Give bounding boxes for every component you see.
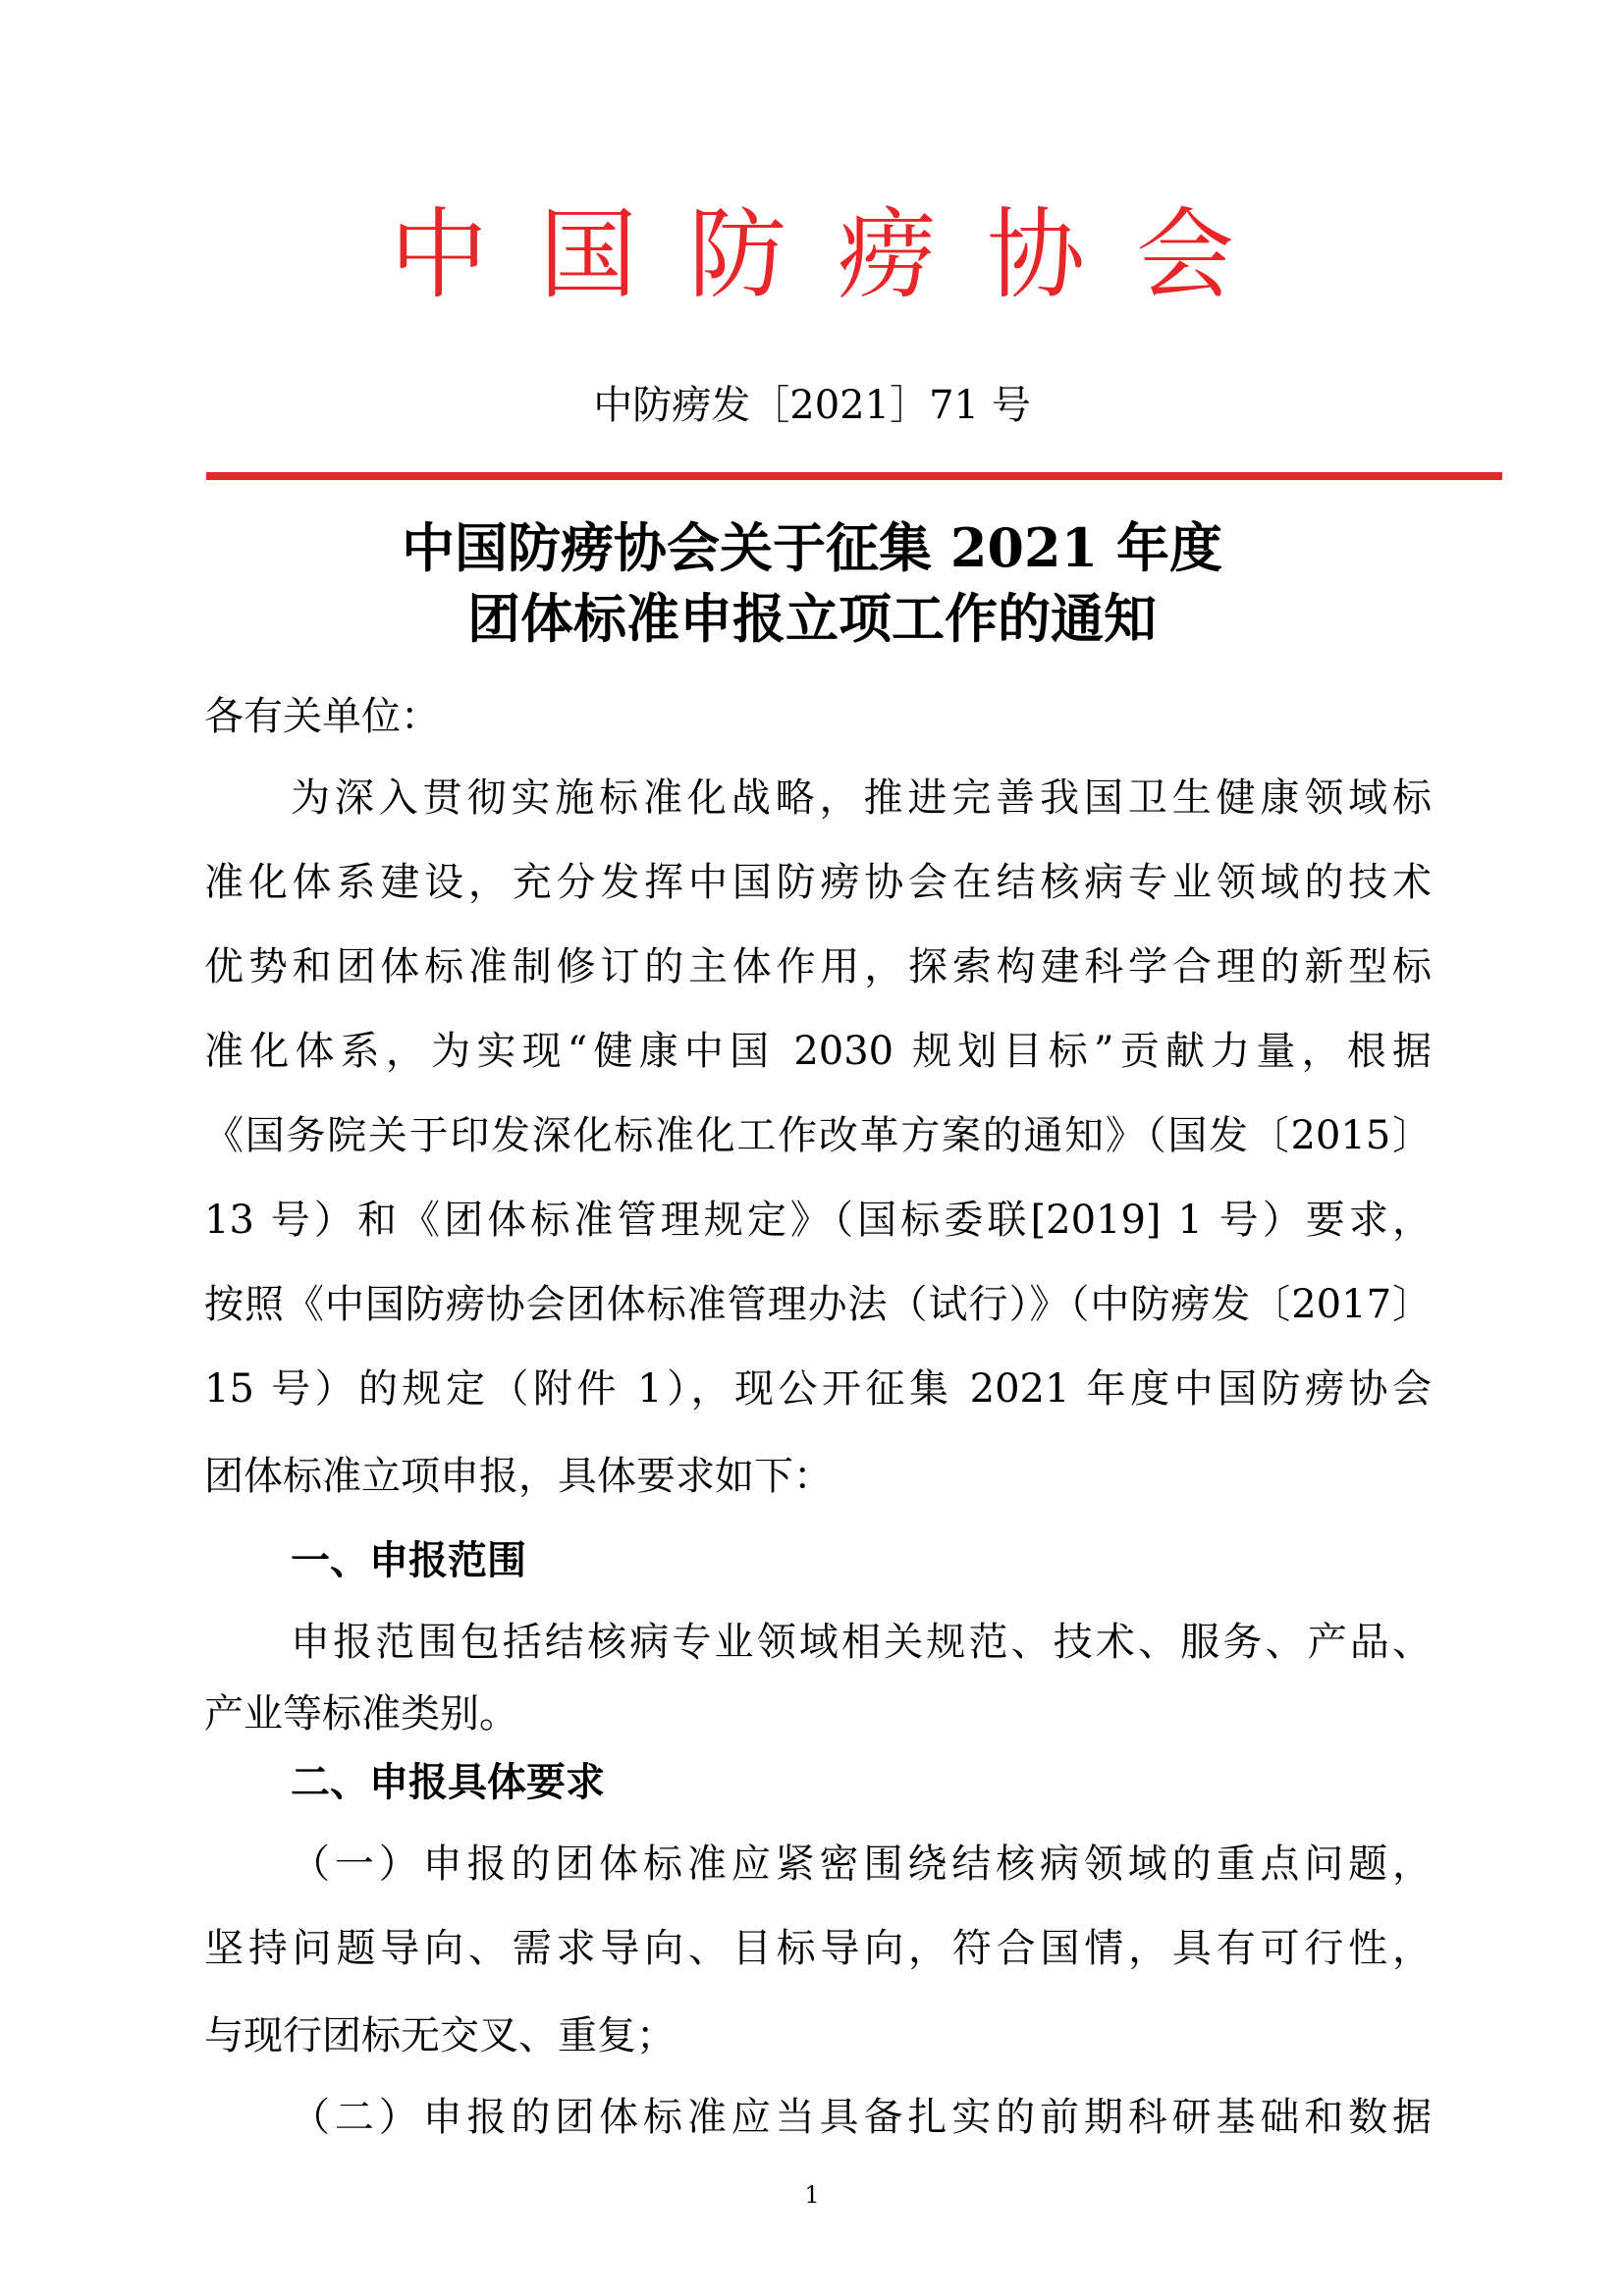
paragraph-line: （二）申报的团体标准应当具备扎实的前期科研基础和数据 bbox=[291, 2095, 1432, 2140]
paragraph-line: 13 号）和《团体标准管理规定》（国标委联[2019] 1 号）要求， bbox=[204, 1198, 1432, 1243]
organization-header: 中国防痨协会 bbox=[390, 197, 1285, 312]
paragraph-line: 与现行团标无交叉、重复； bbox=[204, 2013, 676, 2058]
paragraph-line: 《国务院关于印发深化标准化工作改革方案的通知》（国发〔2015〕 bbox=[204, 1113, 1432, 1158]
salutation: 各有关单位： bbox=[204, 694, 440, 739]
red-divider-rule bbox=[206, 472, 1502, 480]
paragraph-line: 坚持问题导向、需求导向、目标导向，符合国情，具有可行性， bbox=[204, 1926, 1432, 1971]
paragraph-line: 为深入贯彻实施标准化战略，推进完善我国卫生健康领域标 bbox=[291, 775, 1432, 821]
document-number: 中防痨发［2021］71 号 bbox=[593, 383, 1031, 428]
paragraph-line: 申报范围包括结核病专业领域相关规范、技术、服务、产品、 bbox=[291, 1620, 1432, 1665]
page-number: 1 bbox=[804, 2181, 820, 2209]
paragraph-line: 团体标准立项申报，具体要求如下： bbox=[204, 1454, 833, 1499]
document-title bbox=[0, 512, 1624, 654]
paragraph-line: 15 号）的规定（附件 1），现公开征集 2021 年度中国防痨协会 bbox=[204, 1366, 1432, 1412]
title-line-2: 团体标准申报立项工作的通知 bbox=[467, 587, 1157, 650]
section-heading-2: 二、申报具体要求 bbox=[291, 1760, 605, 1805]
title-line-1: 中国防痨协会关于征集 2021 年度 bbox=[402, 516, 1222, 579]
paragraph-line: 产业等标准类别。 bbox=[204, 1691, 518, 1736]
paragraph-line: 准化体系建设，充分发挥中国防痨协会在结核病专业领域的技术 bbox=[204, 860, 1432, 905]
paragraph-line: 优势和团体标准制修订的主体作用，探索构建科学合理的新型标 bbox=[204, 944, 1432, 989]
paragraph-line: 准化体系，为实现“健康中国 2030 规划目标”贡献力量，根据 bbox=[204, 1029, 1432, 1074]
section-heading-1: 一、申报范围 bbox=[291, 1538, 526, 1583]
paragraph-line: 按照《中国防痨协会团体标准管理办法（试行）》（中防痨发〔2017〕 bbox=[204, 1282, 1432, 1327]
paragraph-line: （一）申报的团体标准应紧密围绕结核病领域的重点问题， bbox=[291, 1842, 1432, 1887]
document-body bbox=[204, 682, 1432, 2170]
